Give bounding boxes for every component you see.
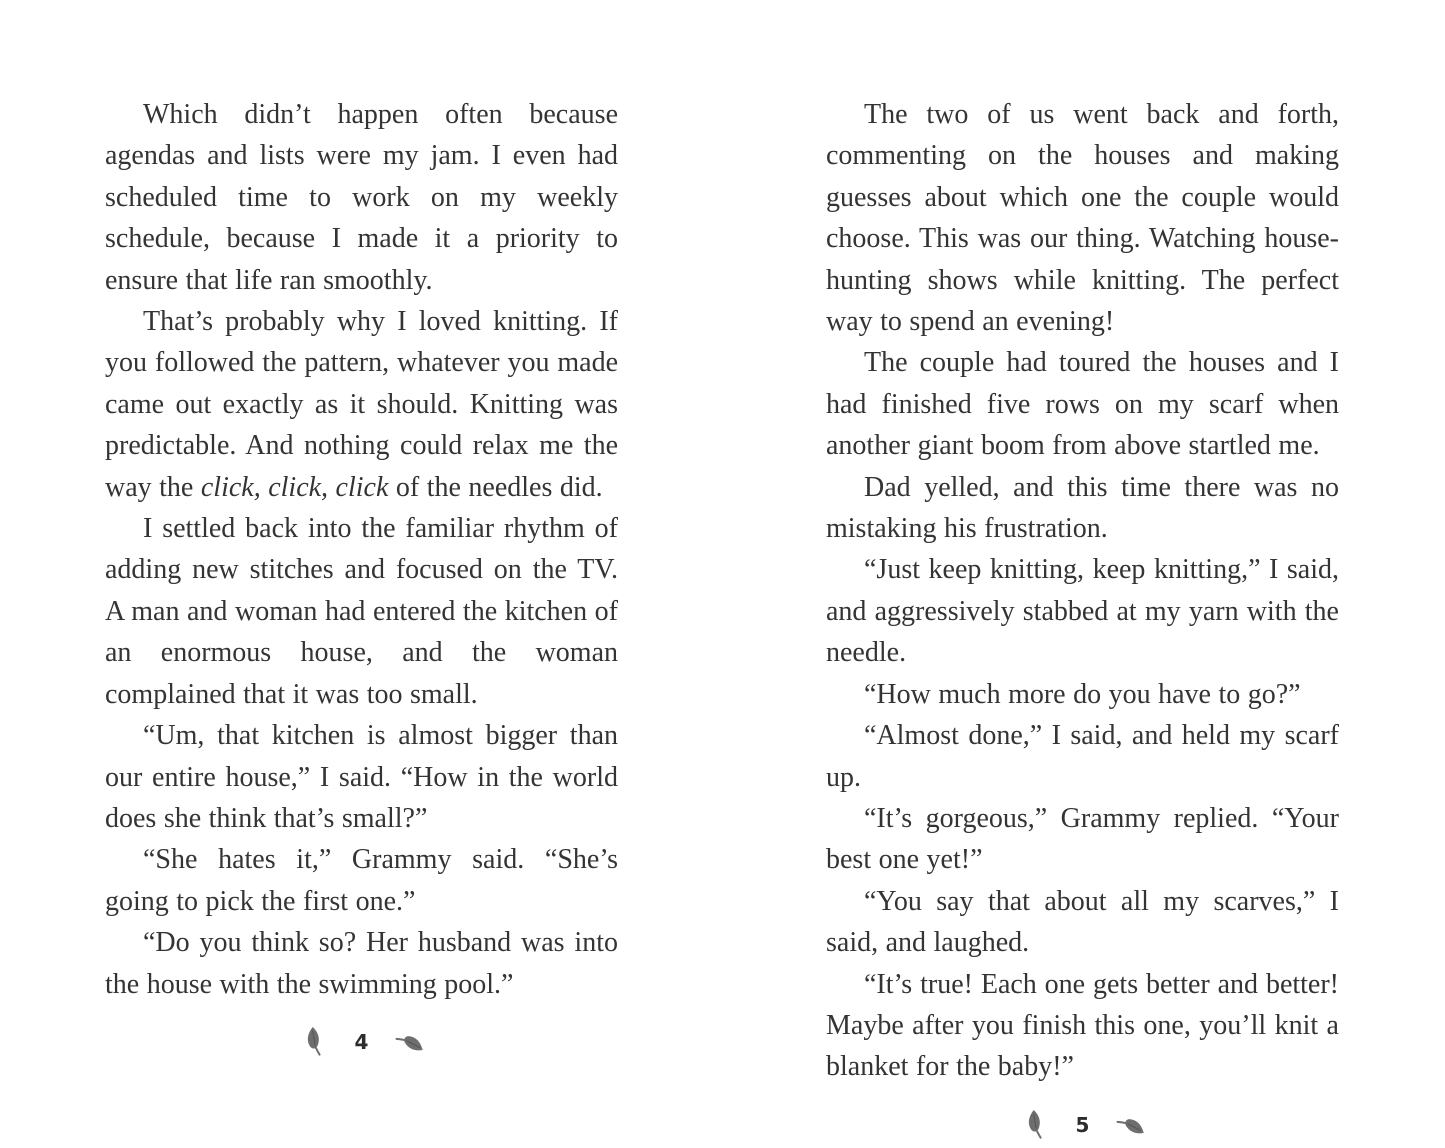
paragraph: “Almost done,” I said, and held my scarf up. bbox=[826, 715, 1339, 798]
paragraph: “Um, that kitchen is almost bigger than our entire house,” I said. “How in the world does she think that’s small?” bbox=[105, 715, 618, 839]
paragraph: “It’s gorgeous,” Grammy replied. “Your best one yet!” bbox=[826, 798, 1339, 881]
page-number: 5 bbox=[1076, 1113, 1090, 1137]
paragraph: I settled back into the familiar rhythm of adding new stitches and focused on the TV. A man and woman had entered the kitchen of an enormous house, and the woman complained that it was too small. bbox=[105, 508, 618, 715]
paragraph: The couple had toured the houses and I had finished five rows on my scarf when another giant boom from above startled me. bbox=[826, 342, 1339, 466]
leaf-icon bbox=[305, 1021, 323, 1063]
paragraph: “You say that about all my scarves,” I said, and laughed. bbox=[826, 881, 1339, 964]
page-right-footer bbox=[826, 1102, 1339, 1148]
paragraph: “Do you think so? Her husband was into the house with the swimming pool.” bbox=[105, 922, 618, 1005]
paragraph: “It’s true! Each one gets better and better! Maybe after you finish this one, you’ll knit a blanket for the baby!” bbox=[826, 964, 1339, 1088]
page-number: 4 bbox=[355, 1030, 369, 1054]
italic-text: click, click, click bbox=[201, 472, 389, 503]
page-left-footer bbox=[105, 1019, 618, 1065]
page-left-text-column bbox=[105, 94, 618, 1005]
paragraph: “How much more do you have to go?” bbox=[826, 674, 1339, 715]
paragraph: That’s probably why I loved knitting. If you followed the pattern, whatever you made came out exactly as it should. Knitting was predictable. And nothing could relax me the way the click, click, click of the needles did. bbox=[105, 301, 618, 508]
page-right-text-column bbox=[826, 94, 1339, 1088]
leaf-icon bbox=[401, 1021, 419, 1063]
page-left bbox=[105, 94, 618, 1065]
leaf-icon bbox=[1122, 1104, 1140, 1146]
paragraph: Which didn’t happen often because agendas and lists were my jam. I even had scheduled time to work on my weekly schedule, because I made it a priority to ensure that life ran smoothly. bbox=[105, 94, 618, 301]
paragraph: “Just keep knitting, keep knitting,” I said, and aggressively stabbed at my yarn with the needle. bbox=[826, 549, 1339, 673]
paragraph: The two of us went back and forth, commenting on the houses and making guesses about which one the couple would choose. This was our thing. Watching house-hunting shows while knitting. The perfect way to spend an evening! bbox=[826, 94, 1339, 342]
leaf-icon bbox=[1026, 1104, 1044, 1146]
paragraph: Dad yelled, and this time there was no mistaking his frustration. bbox=[826, 467, 1339, 550]
paragraph: “She hates it,” Grammy said. “She’s going to pick the first one.” bbox=[105, 839, 618, 922]
page-right bbox=[826, 94, 1339, 1148]
